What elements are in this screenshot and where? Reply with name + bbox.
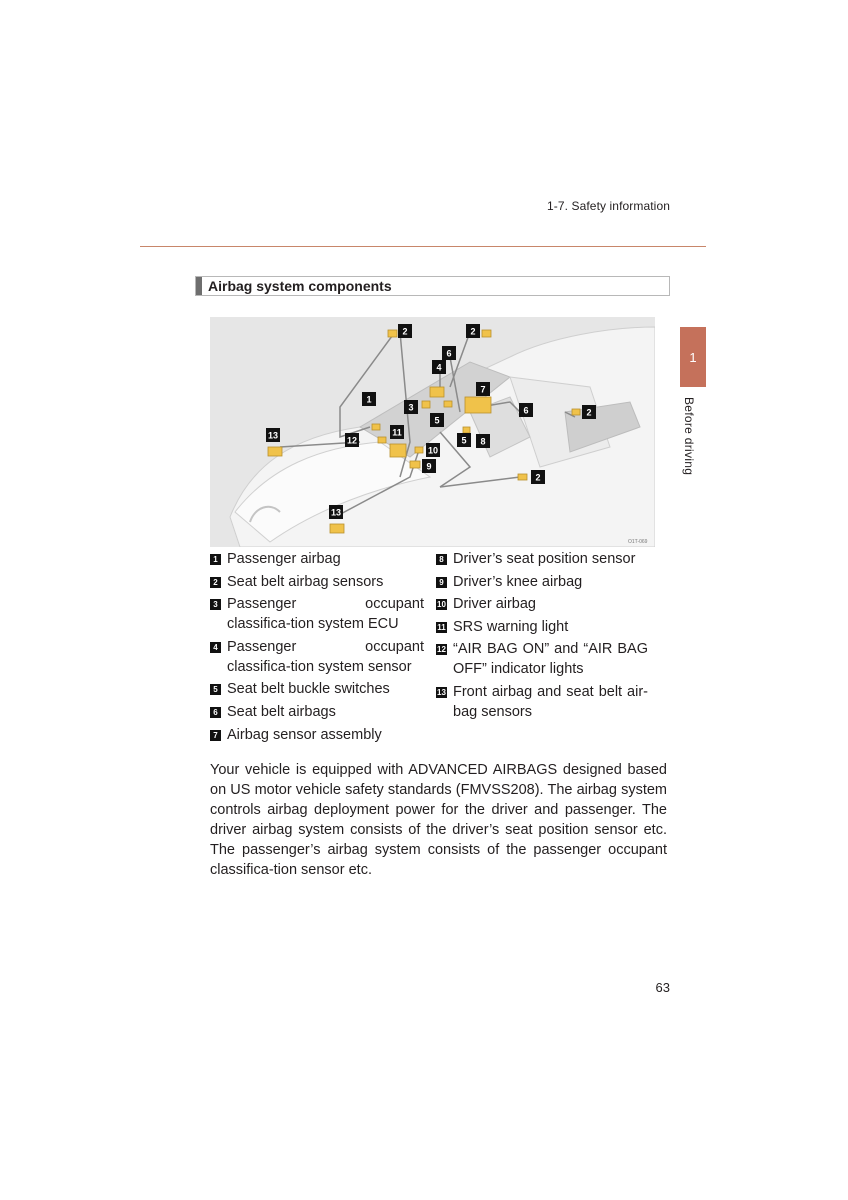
header-title: 1-7. Safety information bbox=[546, 199, 670, 213]
legend-number-badge: 5 bbox=[210, 684, 221, 695]
svg-text:12: 12 bbox=[346, 435, 358, 446]
callout-2-c bbox=[582, 405, 596, 419]
legend-label: Seat belt airbag sensors bbox=[227, 573, 384, 590]
component-12 bbox=[378, 437, 386, 443]
component-2-bottom bbox=[518, 474, 527, 480]
component-11 bbox=[390, 444, 406, 457]
legend-label: Passenger airbag bbox=[227, 551, 341, 567]
figure-code: O1T-069 bbox=[628, 539, 648, 545]
callout-2-d bbox=[531, 470, 545, 484]
legend-number-badge: 3 bbox=[210, 599, 221, 610]
component-1 bbox=[372, 424, 380, 430]
legend-item bbox=[210, 679, 424, 699]
callout-10 bbox=[426, 443, 440, 457]
callout-2-b bbox=[466, 324, 480, 338]
svg-text:10: 10 bbox=[427, 445, 439, 456]
legend-number-badge: 1 bbox=[210, 554, 221, 565]
callout-12 bbox=[345, 433, 359, 447]
legend-number-badge: 12 bbox=[437, 645, 446, 655]
legend-label: Front airbag and seat belt air-bag sensors bbox=[453, 683, 648, 720]
svg-text:9: 9 bbox=[426, 461, 432, 472]
component-10 bbox=[415, 447, 423, 453]
legend-item bbox=[210, 637, 424, 677]
legend-number-badge: 10 bbox=[437, 600, 446, 610]
legend-label: “AIR BAG ON” and “AIR BAG OFF” indicator lights bbox=[453, 641, 648, 678]
component-13-left bbox=[268, 447, 282, 456]
callout-13-b bbox=[329, 505, 343, 519]
callout-6-a bbox=[442, 346, 456, 360]
legend-item bbox=[210, 572, 424, 592]
svg-text:2: 2 bbox=[470, 326, 476, 337]
svg-text:13: 13 bbox=[267, 430, 279, 441]
body-paragraph: Your vehicle is equipped with ADVANCED AIRBAGS designed based on US motor vehicle safety standards (FMVSS208). The airbag system controls airbag deployment power for the driver and passenger. The driver airbag system consists of the driver’s seat position sensor etc. The passenger’s airbag system consists of the passenger occupant classifica-tion sensor etc. bbox=[210, 762, 667, 878]
component-3 bbox=[422, 401, 430, 408]
airbag-diagram bbox=[210, 317, 655, 547]
header-rule bbox=[140, 246, 706, 247]
svg-text:2: 2 bbox=[535, 472, 541, 483]
svg-text:6: 6 bbox=[523, 405, 529, 416]
legend-item bbox=[436, 549, 648, 569]
legend-number-badge: 2 bbox=[210, 577, 221, 588]
callout-9 bbox=[422, 459, 436, 473]
component-7 bbox=[465, 397, 491, 413]
svg-text:11: 11 bbox=[392, 427, 402, 438]
section-heading bbox=[195, 276, 670, 296]
svg-text:7: 7 bbox=[480, 384, 486, 395]
legend-label: Driver’s seat position sensor bbox=[453, 551, 636, 567]
callout-11 bbox=[390, 425, 404, 439]
svg-text:3: 3 bbox=[408, 402, 414, 413]
legend-number-badge: 4 bbox=[210, 642, 221, 653]
page-number: 63 bbox=[655, 980, 670, 995]
callout-13-a bbox=[266, 428, 280, 442]
legend-number-badge: 8 bbox=[436, 554, 447, 565]
callout-4 bbox=[432, 360, 446, 374]
svg-text:4: 4 bbox=[436, 362, 442, 373]
callout-1 bbox=[362, 392, 376, 406]
component-13-bottom bbox=[330, 524, 344, 533]
legend-number-badge: 7 bbox=[210, 730, 221, 741]
legend-label: Seat belt buckle switches bbox=[227, 681, 390, 698]
svg-text:1: 1 bbox=[366, 394, 372, 405]
legend-right bbox=[436, 549, 648, 725]
legend-label: Airbag sensor assembly bbox=[227, 726, 382, 743]
legend-item bbox=[436, 617, 648, 637]
svg-text:8: 8 bbox=[480, 436, 486, 447]
callout-5-a bbox=[430, 413, 444, 427]
legend-item bbox=[436, 682, 648, 722]
legend-number-badge: 11 bbox=[437, 622, 446, 632]
legend-item bbox=[436, 572, 648, 592]
callout-3 bbox=[404, 400, 418, 414]
legend-left bbox=[210, 549, 424, 747]
callout-2-a bbox=[398, 324, 412, 338]
callout-8 bbox=[476, 434, 490, 448]
callout-7 bbox=[476, 382, 490, 396]
section-heading-text: Airbag system components bbox=[208, 278, 392, 294]
callout-5-b bbox=[457, 433, 471, 447]
component-2-top-right bbox=[482, 330, 491, 337]
legend-label: SRS warning light bbox=[453, 618, 569, 635]
chapter-tab bbox=[680, 327, 706, 387]
legend-item bbox=[210, 594, 424, 634]
legend-number-badge: 13 bbox=[437, 687, 446, 697]
component-5b bbox=[463, 427, 470, 433]
component-2-top-left bbox=[388, 330, 397, 337]
legend-item bbox=[210, 702, 424, 722]
legend-number-badge: 6 bbox=[210, 707, 221, 718]
svg-text:6: 6 bbox=[446, 348, 452, 359]
legend-label: Driver’s knee airbag bbox=[453, 573, 583, 590]
svg-text:2: 2 bbox=[586, 407, 592, 418]
component-2-right bbox=[572, 409, 580, 415]
svg-text:5: 5 bbox=[434, 415, 440, 426]
component-4 bbox=[430, 387, 444, 397]
component-9 bbox=[410, 461, 420, 468]
legend-item bbox=[436, 639, 648, 679]
chapter-name: Before driving bbox=[682, 397, 696, 476]
legend-label: Passenger occupant classifica-tion system ECU bbox=[227, 596, 424, 633]
legend-item bbox=[436, 594, 648, 614]
svg-text:2: 2 bbox=[402, 326, 408, 337]
callout-6-b bbox=[519, 403, 533, 417]
legend-number-badge: 9 bbox=[436, 577, 447, 588]
legend-item bbox=[210, 725, 424, 745]
svg-text:5: 5 bbox=[461, 435, 467, 446]
legend-label: Passenger occupant classifica-tion system sensor bbox=[227, 638, 424, 675]
legend-label: Seat belt airbags bbox=[227, 703, 336, 720]
legend-item bbox=[210, 549, 424, 569]
airbag-diagram-svg bbox=[210, 317, 655, 547]
svg-text:13: 13 bbox=[330, 507, 342, 518]
component-5a bbox=[444, 401, 452, 407]
chapter-number: 1 bbox=[689, 349, 697, 365]
legend-label: Driver airbag bbox=[453, 596, 536, 613]
